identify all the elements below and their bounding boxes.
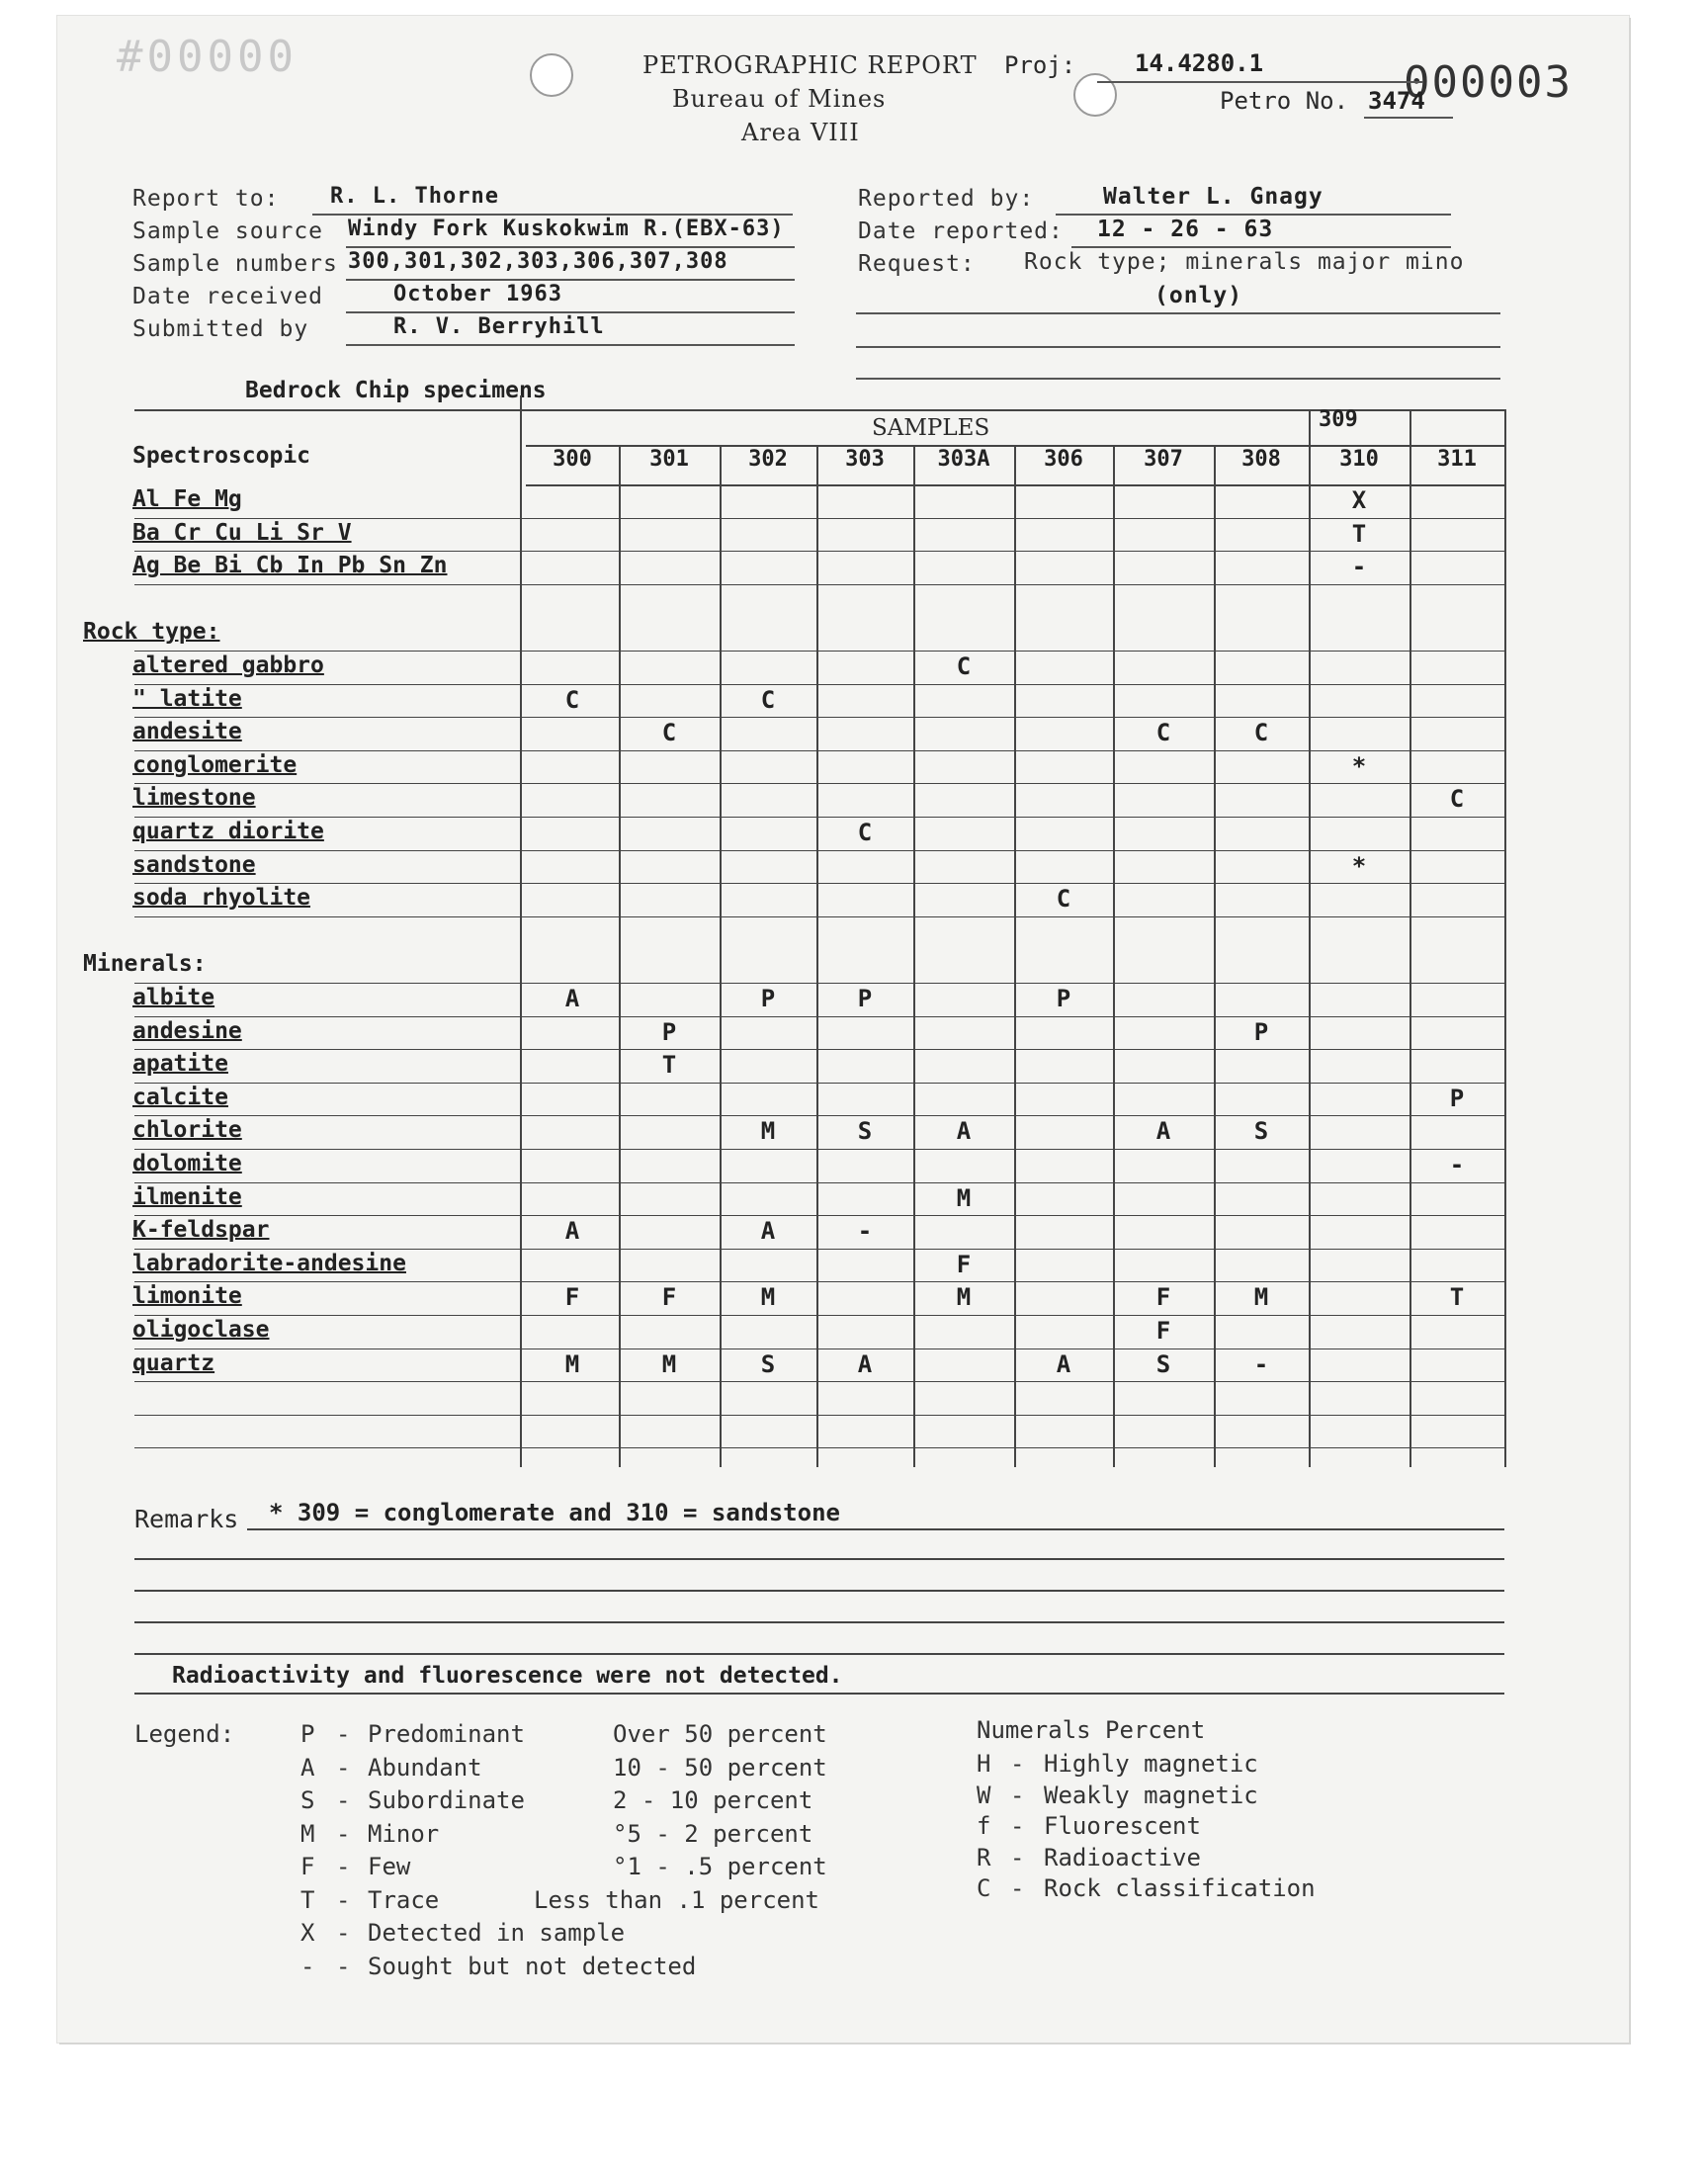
row-line xyxy=(134,883,1504,884)
info-label: Sample source xyxy=(132,218,324,244)
info-value: 300,301,302,303,306,307,308 xyxy=(348,249,728,274)
info-label: Report to: xyxy=(132,186,280,212)
grade-cell: C xyxy=(661,719,677,747)
legend-range: °5 - 2 percent xyxy=(613,1819,813,1848)
column-header: 308 xyxy=(1241,447,1281,472)
grade-cell: - xyxy=(1449,1151,1465,1178)
remarks-text: * 309 = conglomerate and 310 = sandstone xyxy=(269,1499,840,1526)
row-line xyxy=(134,1447,1504,1448)
column-header: 301 xyxy=(649,447,689,472)
table-caption: Bedrock Chip specimens xyxy=(245,378,547,403)
info-underline xyxy=(1056,214,1451,216)
grade-cell: A xyxy=(1056,1349,1071,1378)
report-org: Bureau of Mines xyxy=(672,85,887,113)
info-label: Sample numbers xyxy=(132,251,338,277)
legend-name: Detected in sample xyxy=(368,1919,626,1947)
row-label: limonite xyxy=(132,1283,242,1310)
legend-dash: - xyxy=(1010,1812,1025,1840)
grade-cell: C xyxy=(857,819,873,846)
info-label: Date reported: xyxy=(858,218,1064,244)
info-value: R. L. Thorne xyxy=(330,184,499,209)
info-value: Rock type; minerals major mino xyxy=(1024,249,1465,275)
legend-dash: - xyxy=(336,1819,351,1848)
report-area: Area VIII xyxy=(741,119,860,146)
grade-cell: M xyxy=(760,1117,776,1146)
row-line xyxy=(134,1315,1504,1316)
grade-cell: T xyxy=(1449,1283,1465,1312)
column-header: 302 xyxy=(748,447,788,472)
info-underline xyxy=(856,346,1500,348)
legend-range: °1 - .5 percent xyxy=(613,1853,827,1880)
grade-cell: P xyxy=(857,985,873,1012)
grade-cell: S xyxy=(857,1117,873,1146)
grade-cell: A xyxy=(956,1117,972,1146)
row-line xyxy=(134,684,1504,685)
legend-code: X xyxy=(300,1919,315,1947)
row-line xyxy=(134,1415,1504,1416)
info-value: R. V. Berryhill xyxy=(393,314,605,339)
report-title: PETROGRAPHIC REPORT xyxy=(642,51,978,79)
row-label: soda rhyolite xyxy=(132,885,311,912)
grade-cell: S xyxy=(1155,1349,1171,1378)
row-line xyxy=(134,817,1504,818)
info-value: Walter L. Gnagy xyxy=(1103,184,1324,210)
info-value: Windy Fork Kuskokwim R.(EBX-63) xyxy=(348,217,785,241)
row-line xyxy=(134,651,1504,652)
legend-name: Radioactive xyxy=(1044,1843,1201,1871)
grade-cell: A xyxy=(1155,1117,1171,1146)
row-line xyxy=(134,1281,1504,1282)
grade-cell: P xyxy=(760,985,776,1012)
row-label: K-feldspar xyxy=(132,1217,270,1244)
row-line xyxy=(134,717,1504,718)
grade-cell: T xyxy=(661,1051,677,1080)
legend-dash: - xyxy=(336,1952,351,1980)
row-line xyxy=(134,1182,1504,1183)
legend-code: W xyxy=(977,1781,991,1809)
legend-code: C xyxy=(977,1874,991,1902)
row-label: labradorite-andesine xyxy=(132,1250,406,1276)
column-header: 300 xyxy=(553,447,592,472)
info-underline xyxy=(346,311,795,313)
grade-cell: - xyxy=(1351,553,1367,581)
table-top-line xyxy=(134,409,1504,411)
row-line xyxy=(134,1049,1504,1050)
info-label: Submitted by xyxy=(132,316,309,342)
info-underline xyxy=(1071,246,1451,248)
grade-cell: M xyxy=(956,1283,972,1312)
page-number-stamp: 000003 xyxy=(1404,57,1573,108)
grade-cell: C xyxy=(956,652,972,680)
legend-range: 10 - 50 percent xyxy=(613,1753,827,1782)
legend-range: 2 - 10 percent xyxy=(613,1786,813,1814)
column-header: 307 xyxy=(1144,447,1183,472)
grade-cell: - xyxy=(857,1217,873,1246)
legend-name: Few xyxy=(368,1853,411,1880)
row-line xyxy=(134,750,1504,751)
punch-hole-left xyxy=(530,53,573,97)
row-label: conglomerite xyxy=(132,751,298,778)
row-label: apatite xyxy=(132,1051,228,1078)
legend-code: T xyxy=(300,1885,315,1914)
column-header: 311 xyxy=(1437,447,1477,472)
grade-cell: A xyxy=(564,985,580,1012)
grade-cell: S xyxy=(1253,1117,1269,1146)
spectroscopic-label: Spectroscopic xyxy=(132,443,311,469)
proj-value: 14.4280.1 xyxy=(1135,49,1264,77)
table-col-line xyxy=(816,445,818,1467)
row-line xyxy=(134,584,1504,585)
row-line xyxy=(134,1381,1504,1382)
info-underline xyxy=(346,246,795,248)
row-label: Ag Be Bi Cb In Pb Sn Zn xyxy=(132,553,448,579)
grade-cell: - xyxy=(1253,1349,1269,1378)
row-label: " latite xyxy=(132,685,242,712)
table-col-line xyxy=(1504,409,1506,1467)
petro-label: Petro No. xyxy=(1220,87,1349,115)
legend-dash: - xyxy=(336,1753,351,1782)
grade-cell: * xyxy=(1351,851,1367,880)
grade-cell: M xyxy=(1253,1283,1269,1312)
row-line xyxy=(134,1348,1504,1349)
legend-code: f xyxy=(977,1812,991,1840)
grade-cell: P xyxy=(1056,985,1071,1012)
table-col-line xyxy=(720,445,722,1467)
row-line xyxy=(134,916,1504,917)
grade-cell: C xyxy=(564,685,580,714)
legend-dash: - xyxy=(1010,1750,1025,1778)
table-col-line xyxy=(520,395,522,1467)
proj-label: Proj: xyxy=(1004,51,1076,79)
grade-cell: T xyxy=(1351,519,1367,548)
grade-cell: C xyxy=(1155,719,1171,747)
legend-code: H xyxy=(977,1750,991,1778)
info-underline xyxy=(856,378,1500,380)
column-header: 303A xyxy=(937,447,990,472)
legend-dash: - xyxy=(1010,1874,1025,1902)
row-line xyxy=(134,1016,1504,1017)
row-label: oligoclase xyxy=(132,1317,270,1343)
petro-value: 3474 xyxy=(1368,87,1425,115)
row-line xyxy=(134,1215,1504,1216)
legend-name: Trace xyxy=(368,1885,440,1914)
row-label: quartz xyxy=(132,1349,215,1376)
legend-dash: - xyxy=(336,1919,351,1947)
info-value: 12 - 26 - 63 xyxy=(1097,217,1274,242)
table-col-line xyxy=(1214,445,1216,1467)
row-label: andesite xyxy=(132,719,242,745)
legend-code: F xyxy=(300,1853,315,1880)
info-label: Request: xyxy=(858,251,976,277)
row-label: ilmenite xyxy=(132,1183,242,1210)
samples-header: SAMPLES xyxy=(872,415,990,441)
row-label: dolomite xyxy=(132,1151,242,1176)
grade-cell: A xyxy=(564,1217,580,1246)
rock-type-label: Rock type: xyxy=(83,619,220,646)
row-line xyxy=(134,1083,1504,1084)
grade-cell: M xyxy=(564,1349,580,1378)
column-header: 303 xyxy=(845,447,885,472)
grade-cell: M xyxy=(760,1283,776,1312)
legend-range: Over 50 percent xyxy=(613,1720,827,1748)
legend-code: R xyxy=(977,1843,991,1871)
grade-cell: C xyxy=(1449,785,1465,814)
row-line xyxy=(134,850,1504,851)
grade-cell: C xyxy=(1253,719,1269,747)
info-underline xyxy=(856,312,1500,314)
column-header: 310 xyxy=(1339,447,1379,472)
legend-code: P xyxy=(300,1720,315,1748)
grade-cell: C xyxy=(1056,885,1071,914)
table-col-line xyxy=(913,445,915,1467)
column-header: 306 xyxy=(1044,447,1083,472)
info-underline xyxy=(346,279,795,281)
grade-cell: P xyxy=(1449,1084,1465,1112)
legend-code: A xyxy=(300,1753,315,1782)
grade-cell: F xyxy=(1155,1317,1171,1345)
legend-name: Abundant xyxy=(368,1753,482,1782)
row-label: Al Fe Mg xyxy=(132,486,242,512)
grade-cell: S xyxy=(760,1349,776,1378)
info-underline xyxy=(312,214,793,216)
punch-hole-right xyxy=(1073,73,1117,117)
table-col-line xyxy=(619,445,621,1467)
info-value: October 1963 xyxy=(393,282,562,306)
legend-dash: - xyxy=(1010,1843,1025,1871)
row-line xyxy=(134,1149,1504,1150)
row-label: albite xyxy=(132,985,215,1010)
legend-dash: - xyxy=(336,1885,351,1914)
grade-cell: M xyxy=(661,1349,677,1378)
legend-name: Sought but not detected xyxy=(368,1952,697,1980)
sheet-number-stamp: #00000 xyxy=(117,32,298,82)
row-label: chlorite xyxy=(132,1117,242,1144)
grade-cell: X xyxy=(1351,486,1367,514)
info-underline xyxy=(346,344,795,346)
row-label: sandstone xyxy=(132,851,256,878)
legend-dash: - xyxy=(336,1853,351,1880)
grade-cell: A xyxy=(760,1217,776,1246)
legend-name: Subordinate xyxy=(368,1786,525,1814)
grade-cell: F xyxy=(1155,1283,1171,1312)
column-309-label: 309 xyxy=(1319,407,1358,432)
row-line xyxy=(134,551,1504,552)
legend-dash: - xyxy=(336,1720,351,1748)
row-label: andesine xyxy=(132,1017,242,1044)
legend-name: Rock classification xyxy=(1044,1874,1316,1902)
grade-cell: C xyxy=(760,685,776,714)
radioactivity-note: Radioactivity and fluorescence were not detected. xyxy=(172,1663,843,1689)
legend-right-title: Numerals Percent xyxy=(977,1716,1206,1744)
grade-cell: F xyxy=(956,1250,972,1278)
row-label: limestone xyxy=(132,785,256,812)
legend-name: Predominant xyxy=(368,1720,525,1748)
legend-dash: - xyxy=(1010,1781,1025,1809)
legend-range: Less than .1 percent xyxy=(534,1885,819,1914)
table-col-line xyxy=(1113,445,1115,1467)
row-label: Ba Cr Cu Li Sr V xyxy=(132,519,352,546)
grade-cell: * xyxy=(1351,751,1367,780)
table-col-line xyxy=(1409,409,1411,1467)
info-label: Reported by: xyxy=(858,186,1035,212)
grade-cell: P xyxy=(661,1017,677,1046)
row-line xyxy=(134,783,1504,784)
row-line xyxy=(134,1115,1504,1116)
legend-name: Fluorescent xyxy=(1044,1812,1201,1840)
legend-dash: - xyxy=(336,1786,351,1814)
row-label: altered gabbro xyxy=(132,652,324,678)
legend-code: M xyxy=(300,1819,315,1848)
row-label: quartz diorite xyxy=(132,819,324,844)
grade-cell: F xyxy=(661,1283,677,1312)
grade-cell: F xyxy=(564,1283,580,1312)
minerals-label: Minerals: xyxy=(83,951,207,978)
remarks-label: Remarks xyxy=(134,1505,239,1533)
legend-name: Highly magnetic xyxy=(1044,1750,1258,1778)
table-col-line xyxy=(1014,445,1016,1467)
table-col-line xyxy=(1309,409,1311,1467)
legend-name: Weakly magnetic xyxy=(1044,1781,1258,1809)
grade-cell: A xyxy=(857,1349,873,1378)
legend-label: Legend: xyxy=(134,1720,235,1748)
legend-code: S xyxy=(300,1786,315,1814)
grade-cell: P xyxy=(1253,1017,1269,1046)
legend-name: Minor xyxy=(368,1819,440,1848)
row-label: calcite xyxy=(132,1084,228,1110)
row-line xyxy=(134,983,1504,984)
request-value-2: (only) xyxy=(1154,283,1243,308)
info-label: Date received xyxy=(132,284,324,309)
legend-code: - xyxy=(300,1952,315,1980)
grade-cell: M xyxy=(956,1183,972,1212)
